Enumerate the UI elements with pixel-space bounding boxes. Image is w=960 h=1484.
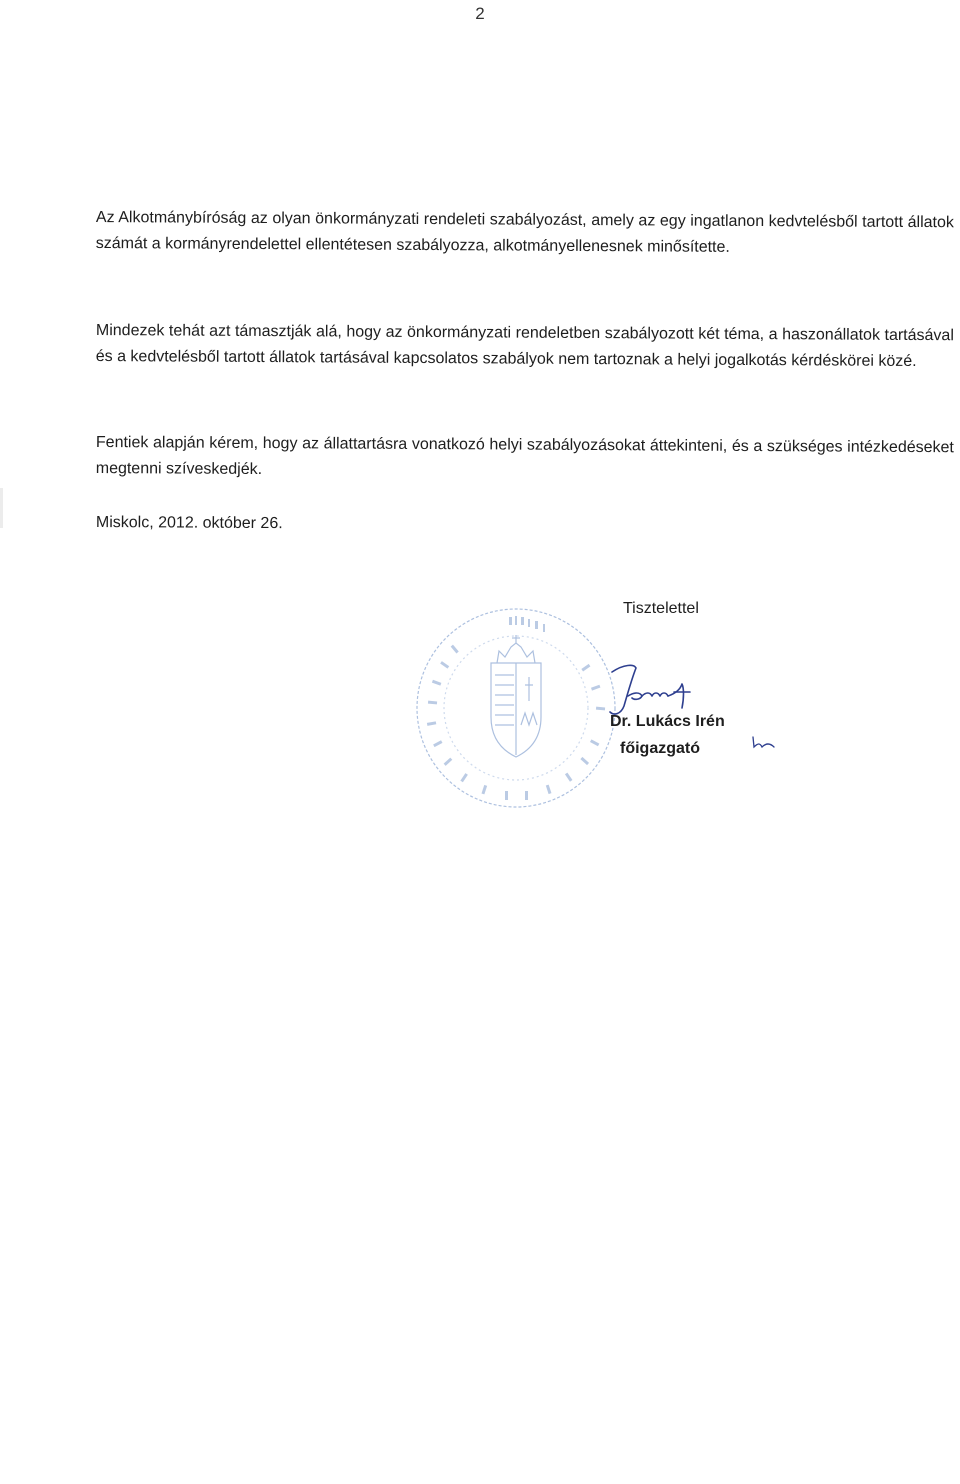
paragraph-1: Az Alkotmánybíróság az olyan önkormányzati rendeleti szabályozást, amely az egy ingatlanon kedvtelésből tartott állatok számát a kormányrendelettel ellentétesen szabályozza, alkotmányellenesnek minősítette.	[95, 208, 954, 256]
page-number: 2	[475, 4, 485, 23]
closing: Tisztelettel	[623, 600, 699, 617]
paragraph-3: Fentiek alapján kérem, hogy az állattartásra vonatkozó helyi szabályozásokat áttekinteni, és a szükséges intézkedéseket megtenni szíveskedjék.	[95, 433, 954, 479]
signer-name: Dr. Lukács Irén	[610, 713, 725, 730]
signature	[598, 658, 758, 748]
date-line: Miskolc, 2012. október 26.	[95, 513, 283, 533]
initials	[750, 733, 780, 753]
paragraph-2: Mindezek tehát azt támasztják alá, hogy az önkormányzati rendeletben szabályozott két téma, a haszonállatok tartásával és a kedvtelésből tartott állatok tartásával kapcsolatos szabályok nem tartoznak a helyi jogalkotás kérdéskörei közé.	[95, 321, 954, 371]
signer-title: főigazgató	[620, 740, 700, 757]
edge-mark	[0, 488, 3, 528]
official-stamp	[413, 605, 619, 811]
